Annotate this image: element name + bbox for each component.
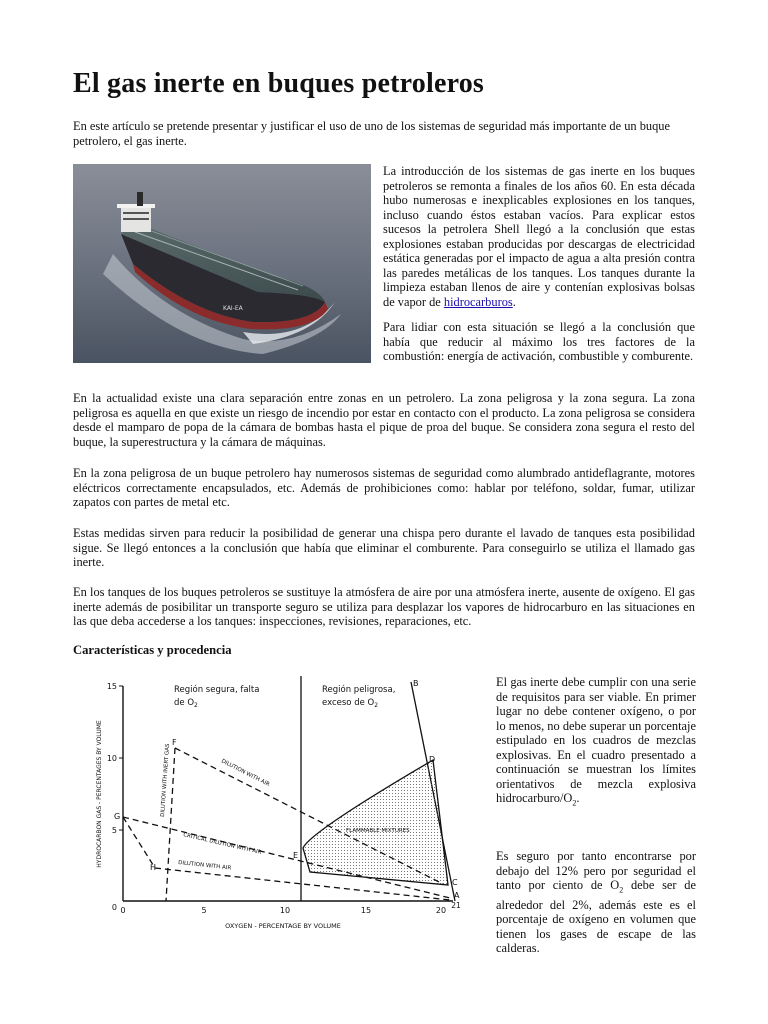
point-f: F <box>172 738 177 747</box>
oxygen-limit-paragraph <box>496 849 696 956</box>
point-h: H <box>150 863 157 872</box>
air-dilution-lower-label: DILUTION WITH AIR <box>177 860 232 872</box>
column-paragraph-1 <box>383 164 695 309</box>
y-tick-0: 0 <box>111 903 117 912</box>
section-heading: Características y procedencia <box>73 643 232 657</box>
safe-region-label-line2: de $O_2$ <box>174 698 198 709</box>
requirements-end: . <box>576 791 580 805</box>
point-d: D <box>429 755 436 764</box>
inert-atmosphere-paragraph: En los tanques de los buques petroleros se sustituye la atmósfera de aire por una atmósfera inerte, ausente de oxígeno. El gas inerte además de posibilitar un transporte seguro se utiliza para desplazar los vapores de hidrocarburo en las situaciones en las que deba accederse a los tanques: inspecciones, revisiones, reparaciones, etc. <box>73 585 695 628</box>
point-b: B <box>413 679 419 688</box>
point-e: E <box>293 851 299 860</box>
x-tick-0: 0 <box>120 906 126 915</box>
flammable-region <box>303 760 448 885</box>
zones-paragraph: En la actualidad existe una clara separación entre zonas en un petrolero. La zona peligrosa y la zona segura. La zona peligrosa es aquella en que existe un riesgo de incendio por estar en contacto con el producto. La zona peligrosa se considera desde el mamparo de popa de la cámara de bombas hasta el pique de proa del buque. Se considera zona segura el resto del buque, la superestructura y la cámara de máquinas. <box>73 391 695 449</box>
x-tick-21: 21 <box>451 901 461 910</box>
g-to-h-line <box>123 817 155 868</box>
x-axis-title: OXYGEN - PERCENTAGE BY VOLUME <box>225 922 341 930</box>
x-tick-5: 5 <box>201 906 207 915</box>
o2-subscript: 2 <box>572 798 577 808</box>
hidrocarburos-link[interactable]: hidrocarburos <box>443 294 513 309</box>
y-axis-title: HYDROCARBON GAS - PERCENTAGES BY VOLUME <box>96 720 103 868</box>
critical-dilution-label: CRITICAL DILUTION WITH AIR <box>182 832 262 856</box>
y-tick-15: 15 <box>106 682 117 691</box>
danger-region-label-line2: exceso de $O_2$ <box>322 698 379 709</box>
y-tick-10: 10 <box>106 754 117 763</box>
oxygen-limit-text-b: debe ser de alrededor del 2%, además este es el porcentaje de oxígeno en volumen que tienen los gases de escape de las calderas. <box>496 878 696 956</box>
x-tick-15: 15 <box>360 906 372 915</box>
column-paragraph-2: Para lidiar con esta situación se llegó a la conclusión que había que reducir al máximo los tres factores de la combustión: energía de activación, combustible y comburente. <box>383 320 695 363</box>
column-paragraph-1-text: La introducción de los sistemas de gas inerte en los buques petroleros se remonta a finales de los años 60. En esta década hubo numerosas e inexplicables explosiones en los tanques, incluso cuando éstos estaban vacíos. Para explicar estos sucesos la petrolera Shell llegó a la conclusión que estas explosiones estaban producidas por descargas de electricidad estática generadas por el impacto de agua a alta presión contra las paredes metálicas de los tanques. Los tanques durante la limpieza estaban llenos de aire y contenían explosivas bolsas de vapor de <box>383 164 695 309</box>
safety-systems-paragraph: En la zona peligrosa de un buque petrolero hay numerosos sistemas de seguridad como alumbrado antideflagrante, motores eléctricos correctamente encapsulados, etc. Además de prohibiciones como: hablar por teléfono, soldar, fumar, utilizar zapatos con partes de metal etc. <box>73 466 695 509</box>
requirements-paragraph <box>496 675 696 811</box>
flammability-diagram <box>88 672 473 934</box>
point-g: G <box>114 812 121 821</box>
page-title: El gas inerte en buques petroleros <box>73 68 484 99</box>
air-dilution-upper-label: DILUTION WITH AIR <box>220 758 271 789</box>
spark-paragraph: Estas medidas sirven para reducir la posibilidad de generar una chispa pero durante el lavado de tanques esta posibilidad sigue. Se llegó entonces a la conclusión que había que eliminar el comburente. Para conseguirlo se utiliza el llamado gas inerte. <box>73 526 695 569</box>
safe-region-label-line1: Región segura, falta <box>174 685 260 695</box>
ship-name-label: KAI-EA <box>223 305 243 312</box>
column-paragraph-1-end: . <box>512 294 516 309</box>
danger-region-label-line1: Región peligrosa, <box>322 685 396 695</box>
o2-subscript-2: 2 <box>619 885 624 895</box>
x-tick-10: 10 <box>279 906 291 915</box>
y-tick-5: 5 <box>111 826 117 835</box>
point-c: C <box>452 878 458 887</box>
requirements-text: El gas inerte debe cumplir con una serie de requisitos para ser viable. En primer lugar no debe contener oxígeno, o por lo menos, no debe superar un porcentaje estipulado en los cuadros de mezclas explosivas. En el cuadro presentado a continuación se muestran los límites orientativos de mezcla explosiva hidrocarburo/O <box>496 675 696 805</box>
flammable-mixtures-label: FLAMMABLE MIXTURES <box>346 828 410 834</box>
x-tick-20: 20 <box>435 906 447 915</box>
point-a: A <box>454 891 460 900</box>
inert-gas-dilution-label: DILUTION WITH INERT GAS <box>160 743 172 818</box>
oxygen-limit-text-a: Es seguro por tanto encontrarse por debajo del 12% pero por seguridad el tanto por ciento de O <box>496 849 696 892</box>
tanker-ship-photo <box>73 164 371 363</box>
intro-paragraph: En este artículo se pretende presentar y justificar el uso de uno de los sistemas de seguridad más importante de un buque petrolero, el gas inerte. <box>73 119 670 148</box>
